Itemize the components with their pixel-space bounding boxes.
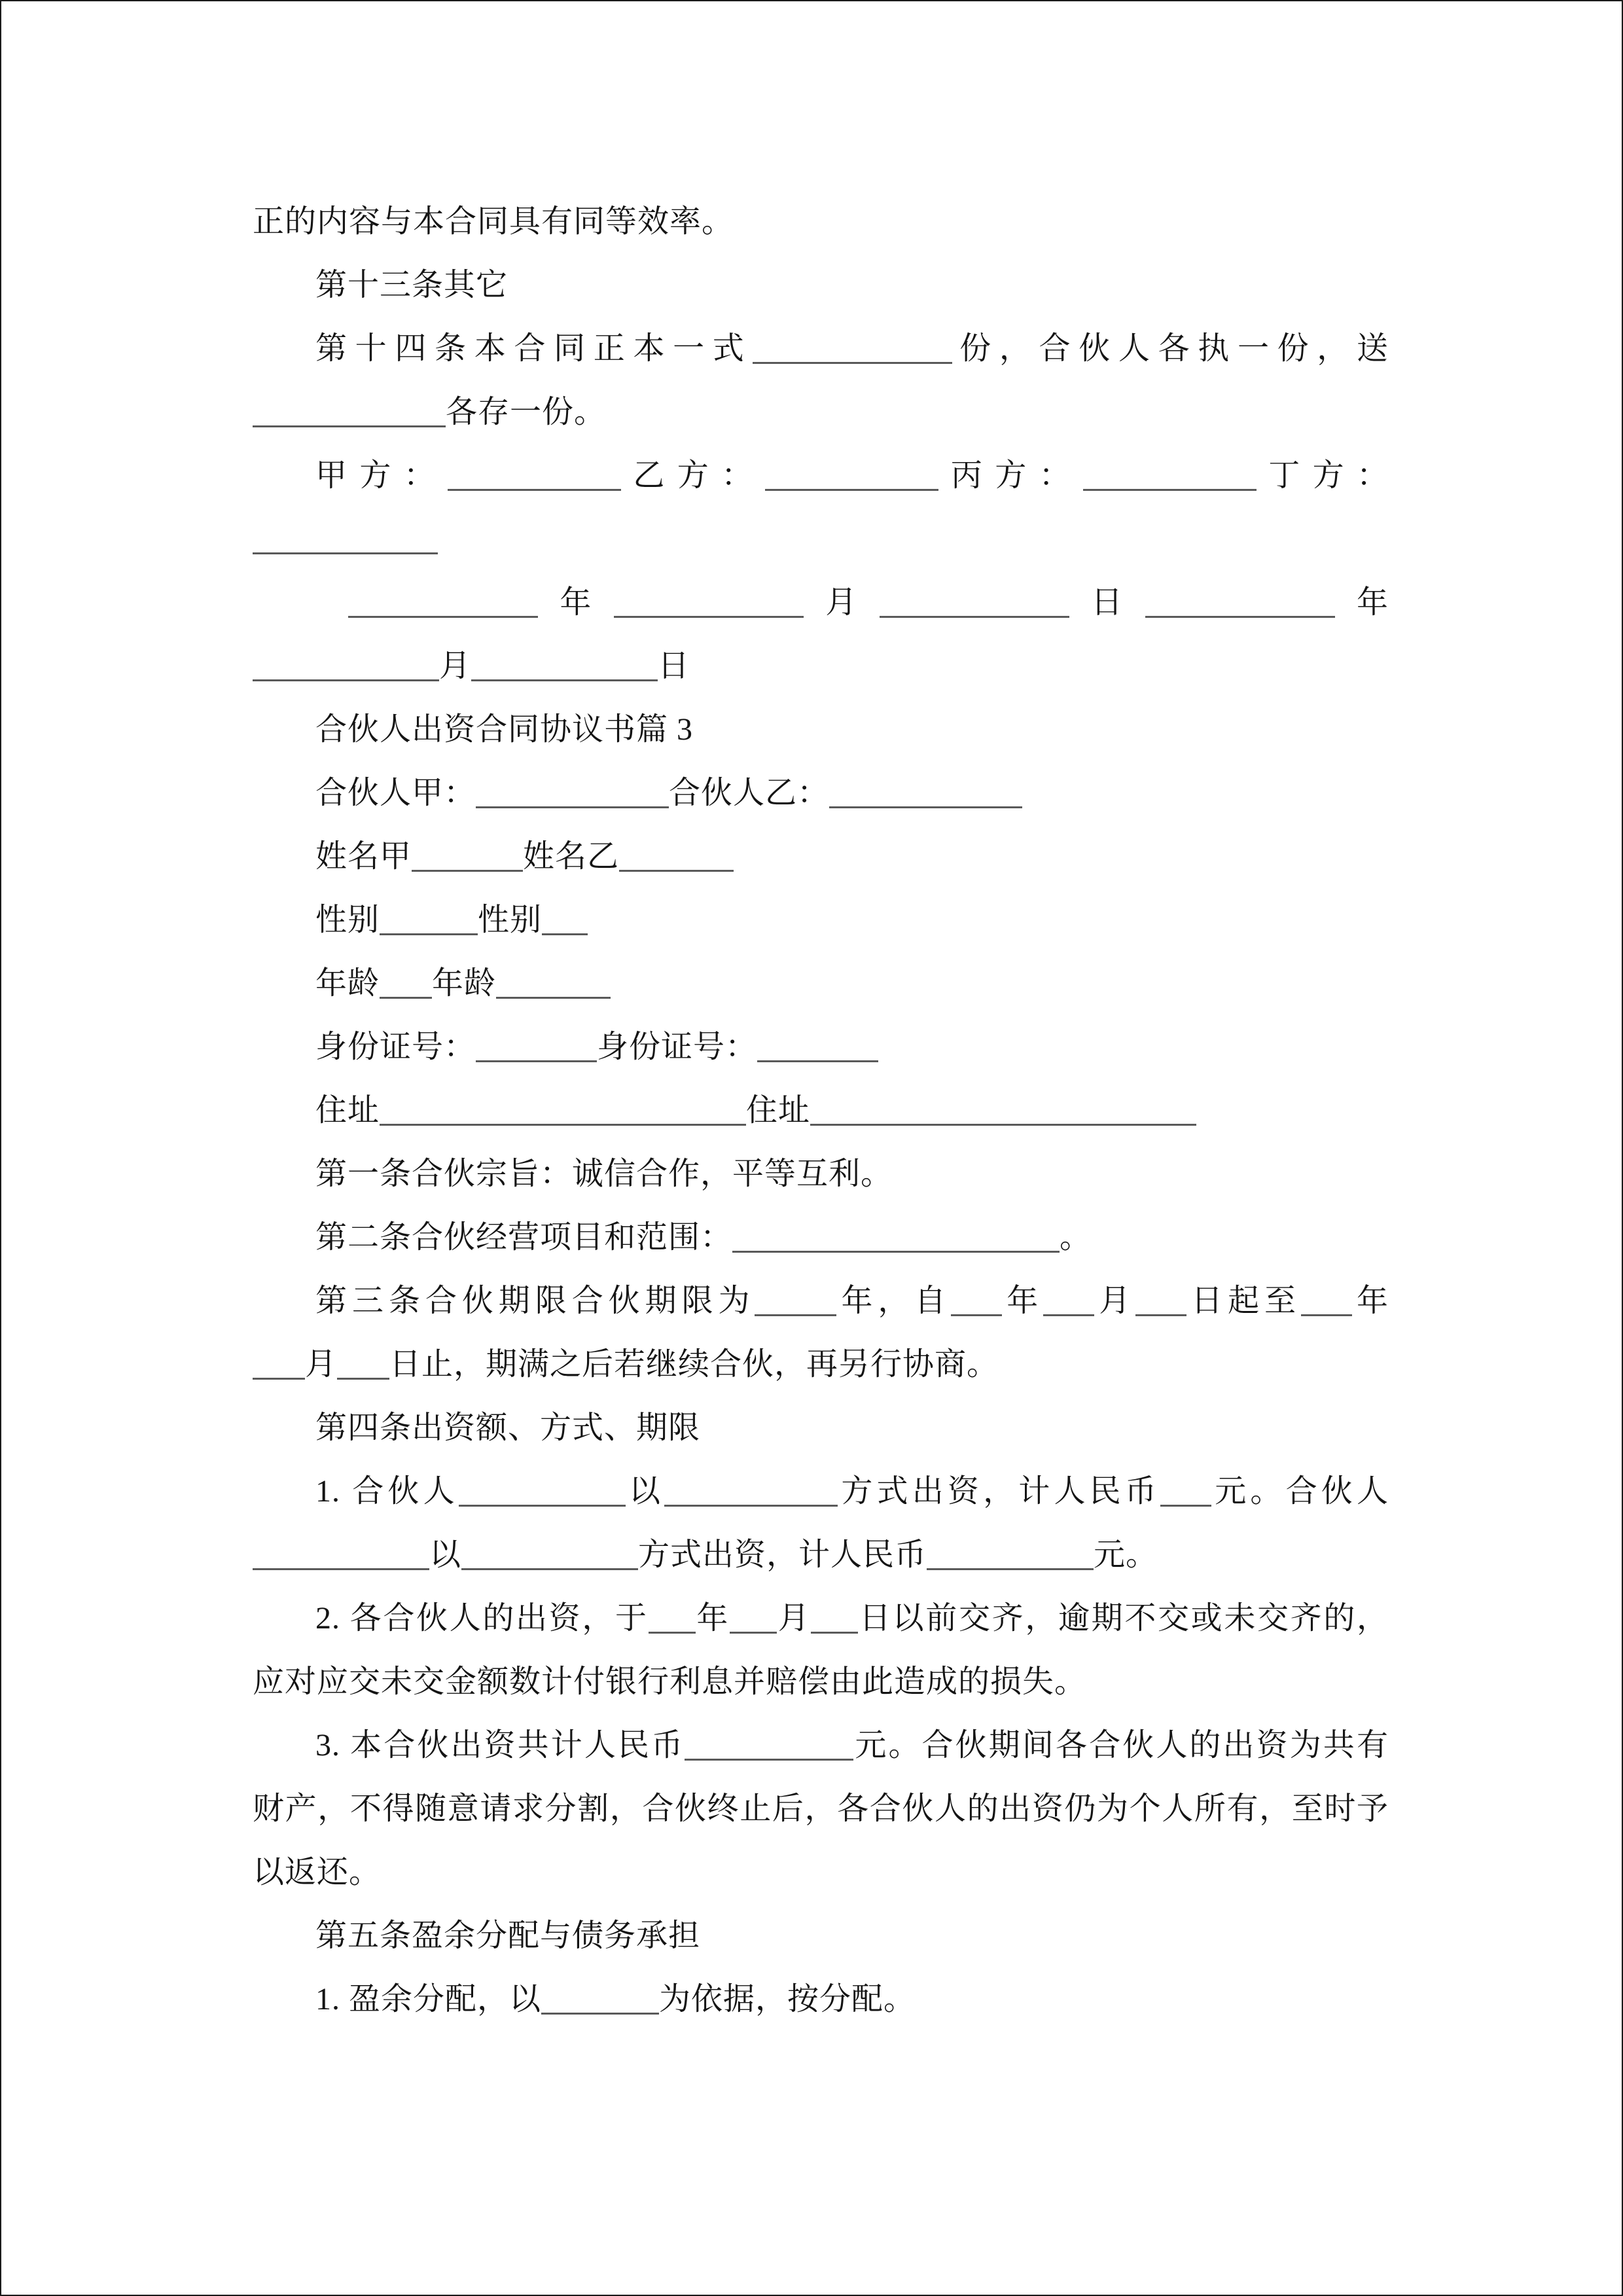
text-run: 。 bbox=[1060, 1220, 1092, 1255]
paragraph-line bbox=[253, 317, 1389, 380]
text-run: 各存一份。 bbox=[446, 395, 607, 429]
text-run: 为依据，按分配。 bbox=[659, 1982, 916, 2017]
text-run: 元。合伙人 bbox=[1211, 1474, 1389, 1509]
blank-field bbox=[753, 337, 952, 364]
paragraph-line bbox=[253, 253, 1389, 317]
text-run: 元。 bbox=[1094, 1537, 1158, 1572]
blank-field bbox=[476, 781, 669, 808]
blank-field bbox=[380, 1099, 746, 1126]
blank-field bbox=[649, 1607, 696, 1634]
text-run: 1. 盈余分配，以 bbox=[315, 1982, 542, 2017]
paragraph-line bbox=[253, 1206, 1389, 1269]
document-body bbox=[1, 1, 1622, 2031]
blank-field bbox=[348, 591, 538, 618]
blank-field bbox=[412, 845, 523, 872]
text-run: 元。合伙期间各合伙人的出资为共有 bbox=[853, 1728, 1389, 1763]
blank-field bbox=[951, 1289, 1002, 1316]
blank-field bbox=[253, 528, 438, 554]
paragraph-line bbox=[253, 507, 1389, 571]
blank-field bbox=[810, 1099, 1196, 1126]
blank-field bbox=[927, 1543, 1094, 1570]
blank-field bbox=[730, 1607, 777, 1634]
text-run: 年龄 bbox=[432, 966, 497, 1001]
text-run: 年，自 bbox=[836, 1283, 952, 1318]
blank-field bbox=[732, 1226, 1060, 1253]
text-run: 月 bbox=[1094, 1283, 1136, 1318]
text-run: 性别 bbox=[315, 903, 380, 937]
text-run: 方式出资，计人民币 bbox=[838, 1474, 1161, 1509]
text-run: 月 bbox=[305, 1347, 338, 1382]
text-run: 年龄 bbox=[315, 966, 380, 1001]
text-run: 第三条合伙期限合伙期限为 bbox=[315, 1283, 755, 1318]
text-run: 年 bbox=[1351, 1283, 1389, 1318]
blank-field bbox=[541, 1988, 659, 2015]
text-run: 年 bbox=[695, 1601, 730, 1636]
blank-field bbox=[337, 1353, 389, 1380]
blank-field bbox=[619, 845, 734, 872]
paragraph-line bbox=[253, 1079, 1389, 1142]
paragraph-line bbox=[253, 1713, 1389, 1777]
paragraph-line bbox=[253, 634, 1389, 698]
text-run: 1. 合伙人 bbox=[315, 1474, 459, 1509]
paragraph-line bbox=[253, 825, 1389, 888]
blank-field bbox=[1135, 1289, 1186, 1316]
blank-field bbox=[253, 1543, 429, 1570]
paragraph-line bbox=[253, 1967, 1389, 2031]
paragraph-line bbox=[253, 1142, 1389, 1206]
blank-field bbox=[1301, 1289, 1352, 1316]
text-run: 丙方： bbox=[938, 458, 1083, 493]
blank-field bbox=[755, 1289, 836, 1316]
blank-field bbox=[1083, 464, 1257, 491]
text-run: 姓名甲 bbox=[315, 839, 412, 874]
blank-field bbox=[811, 1607, 858, 1634]
text-run: 财产，不得随意请求分割，合伙终止后，各合伙人的出资仍为个人所有，至时予 bbox=[253, 1791, 1389, 1826]
paragraph-line bbox=[253, 380, 1389, 444]
text-run: 月 bbox=[803, 585, 880, 620]
text-run: 日止，期满之后若继续合伙，再另行协商。 bbox=[389, 1347, 999, 1382]
blank-field bbox=[757, 1035, 878, 1062]
blank-field bbox=[1043, 1289, 1094, 1316]
blank-field bbox=[471, 655, 658, 681]
text-run: 月 bbox=[777, 1601, 812, 1636]
text-run: 住址 bbox=[746, 1093, 811, 1128]
text-run: 日起至 bbox=[1186, 1283, 1301, 1318]
blank-field bbox=[380, 972, 432, 999]
blank-field bbox=[1160, 1480, 1211, 1507]
text-run: 甲方： bbox=[315, 458, 448, 493]
text-run: 年 bbox=[1334, 585, 1389, 620]
paragraph-line bbox=[253, 1015, 1389, 1079]
text-run: 第四条出资额、方式、期限 bbox=[315, 1410, 701, 1445]
text-run: 第十四条本合同正本一式 bbox=[315, 331, 753, 366]
text-run: 住址 bbox=[315, 1093, 380, 1128]
text-run: 正的内容与本合同具有同等效率。 bbox=[253, 204, 734, 239]
paragraph-line bbox=[253, 190, 1389, 253]
blank-field bbox=[253, 1353, 305, 1380]
paragraph-line bbox=[253, 952, 1389, 1015]
blank-field bbox=[765, 464, 938, 491]
text-run: 年 bbox=[538, 585, 614, 620]
text-run: 月 bbox=[439, 649, 472, 683]
text-run: 日 bbox=[658, 649, 690, 683]
text-run: 乙方： bbox=[621, 458, 766, 493]
text-run: 第二条合伙经营项目和范围： bbox=[315, 1220, 733, 1255]
blank-field bbox=[664, 1480, 838, 1507]
paragraph-line bbox=[253, 698, 1389, 761]
blank-field bbox=[685, 1734, 853, 1761]
text-run: 第一条合伙宗旨：诚信合作，平等互利。 bbox=[315, 1157, 893, 1191]
blank-field bbox=[496, 972, 611, 999]
paragraph-line bbox=[253, 571, 1389, 634]
text-run: 合伙人乙： bbox=[669, 776, 830, 810]
blank-field bbox=[461, 1543, 638, 1570]
blank-field bbox=[542, 908, 588, 935]
text-run: 丁方： bbox=[1256, 458, 1389, 493]
text-run: 姓名乙 bbox=[523, 839, 620, 874]
paragraph-line bbox=[253, 888, 1389, 952]
paragraph-line bbox=[253, 444, 1389, 507]
paragraph-line bbox=[253, 1333, 1389, 1396]
text-run: 第十三条其它 bbox=[315, 268, 508, 302]
text-run: 日以前交齐，逾期不交或未交齐的， bbox=[858, 1601, 1389, 1636]
blank-field bbox=[829, 781, 1022, 808]
text-run: 应对应交未交金额数计付银行利息并赔偿由此造成的损失。 bbox=[253, 1664, 1087, 1699]
paragraph-line bbox=[253, 761, 1389, 825]
blank-field bbox=[880, 591, 1069, 618]
text-run: 以返还。 bbox=[253, 1855, 382, 1890]
paragraph-line bbox=[253, 1904, 1389, 1967]
text-run: 身份证号： bbox=[315, 1030, 476, 1064]
blank-field bbox=[459, 1480, 626, 1507]
text-run: 性别 bbox=[478, 903, 543, 937]
paragraph-line bbox=[253, 1777, 1389, 1840]
paragraph-line bbox=[253, 1523, 1389, 1587]
text-run: 以 bbox=[429, 1537, 462, 1572]
paragraph-line bbox=[253, 1269, 1389, 1333]
blank-field bbox=[380, 908, 478, 935]
text-run: 3. 本合伙出资共计人民币 bbox=[315, 1728, 685, 1763]
blank-field bbox=[614, 591, 804, 618]
text-run: 方式出资，计人民币 bbox=[638, 1537, 927, 1572]
paragraph-line bbox=[253, 1650, 1389, 1713]
paragraph-line bbox=[253, 1587, 1389, 1650]
text-run: 份，合伙人各执一份，送 bbox=[952, 331, 1389, 366]
text-run: 日 bbox=[1069, 585, 1145, 620]
blank-field bbox=[448, 464, 621, 491]
paragraph-line bbox=[253, 1460, 1389, 1523]
text-run: 以 bbox=[625, 1474, 665, 1509]
text-run: 合伙人出资合同协议书篇 3 bbox=[315, 712, 694, 747]
blank-field bbox=[253, 655, 439, 681]
blank-field bbox=[253, 401, 446, 427]
paragraph-line bbox=[253, 1396, 1389, 1460]
blank-field bbox=[1145, 591, 1335, 618]
text-run: 身份证号： bbox=[597, 1030, 758, 1064]
text-run: 合伙人甲： bbox=[315, 776, 476, 810]
text-run: 2. 各合伙人的出资，于 bbox=[315, 1601, 649, 1636]
text-run: 年 bbox=[1002, 1283, 1044, 1318]
text-run: 第五条盈余分配与债务承担 bbox=[315, 1918, 701, 1953]
blank-field bbox=[476, 1035, 597, 1062]
paragraph-line bbox=[253, 1840, 1389, 1904]
